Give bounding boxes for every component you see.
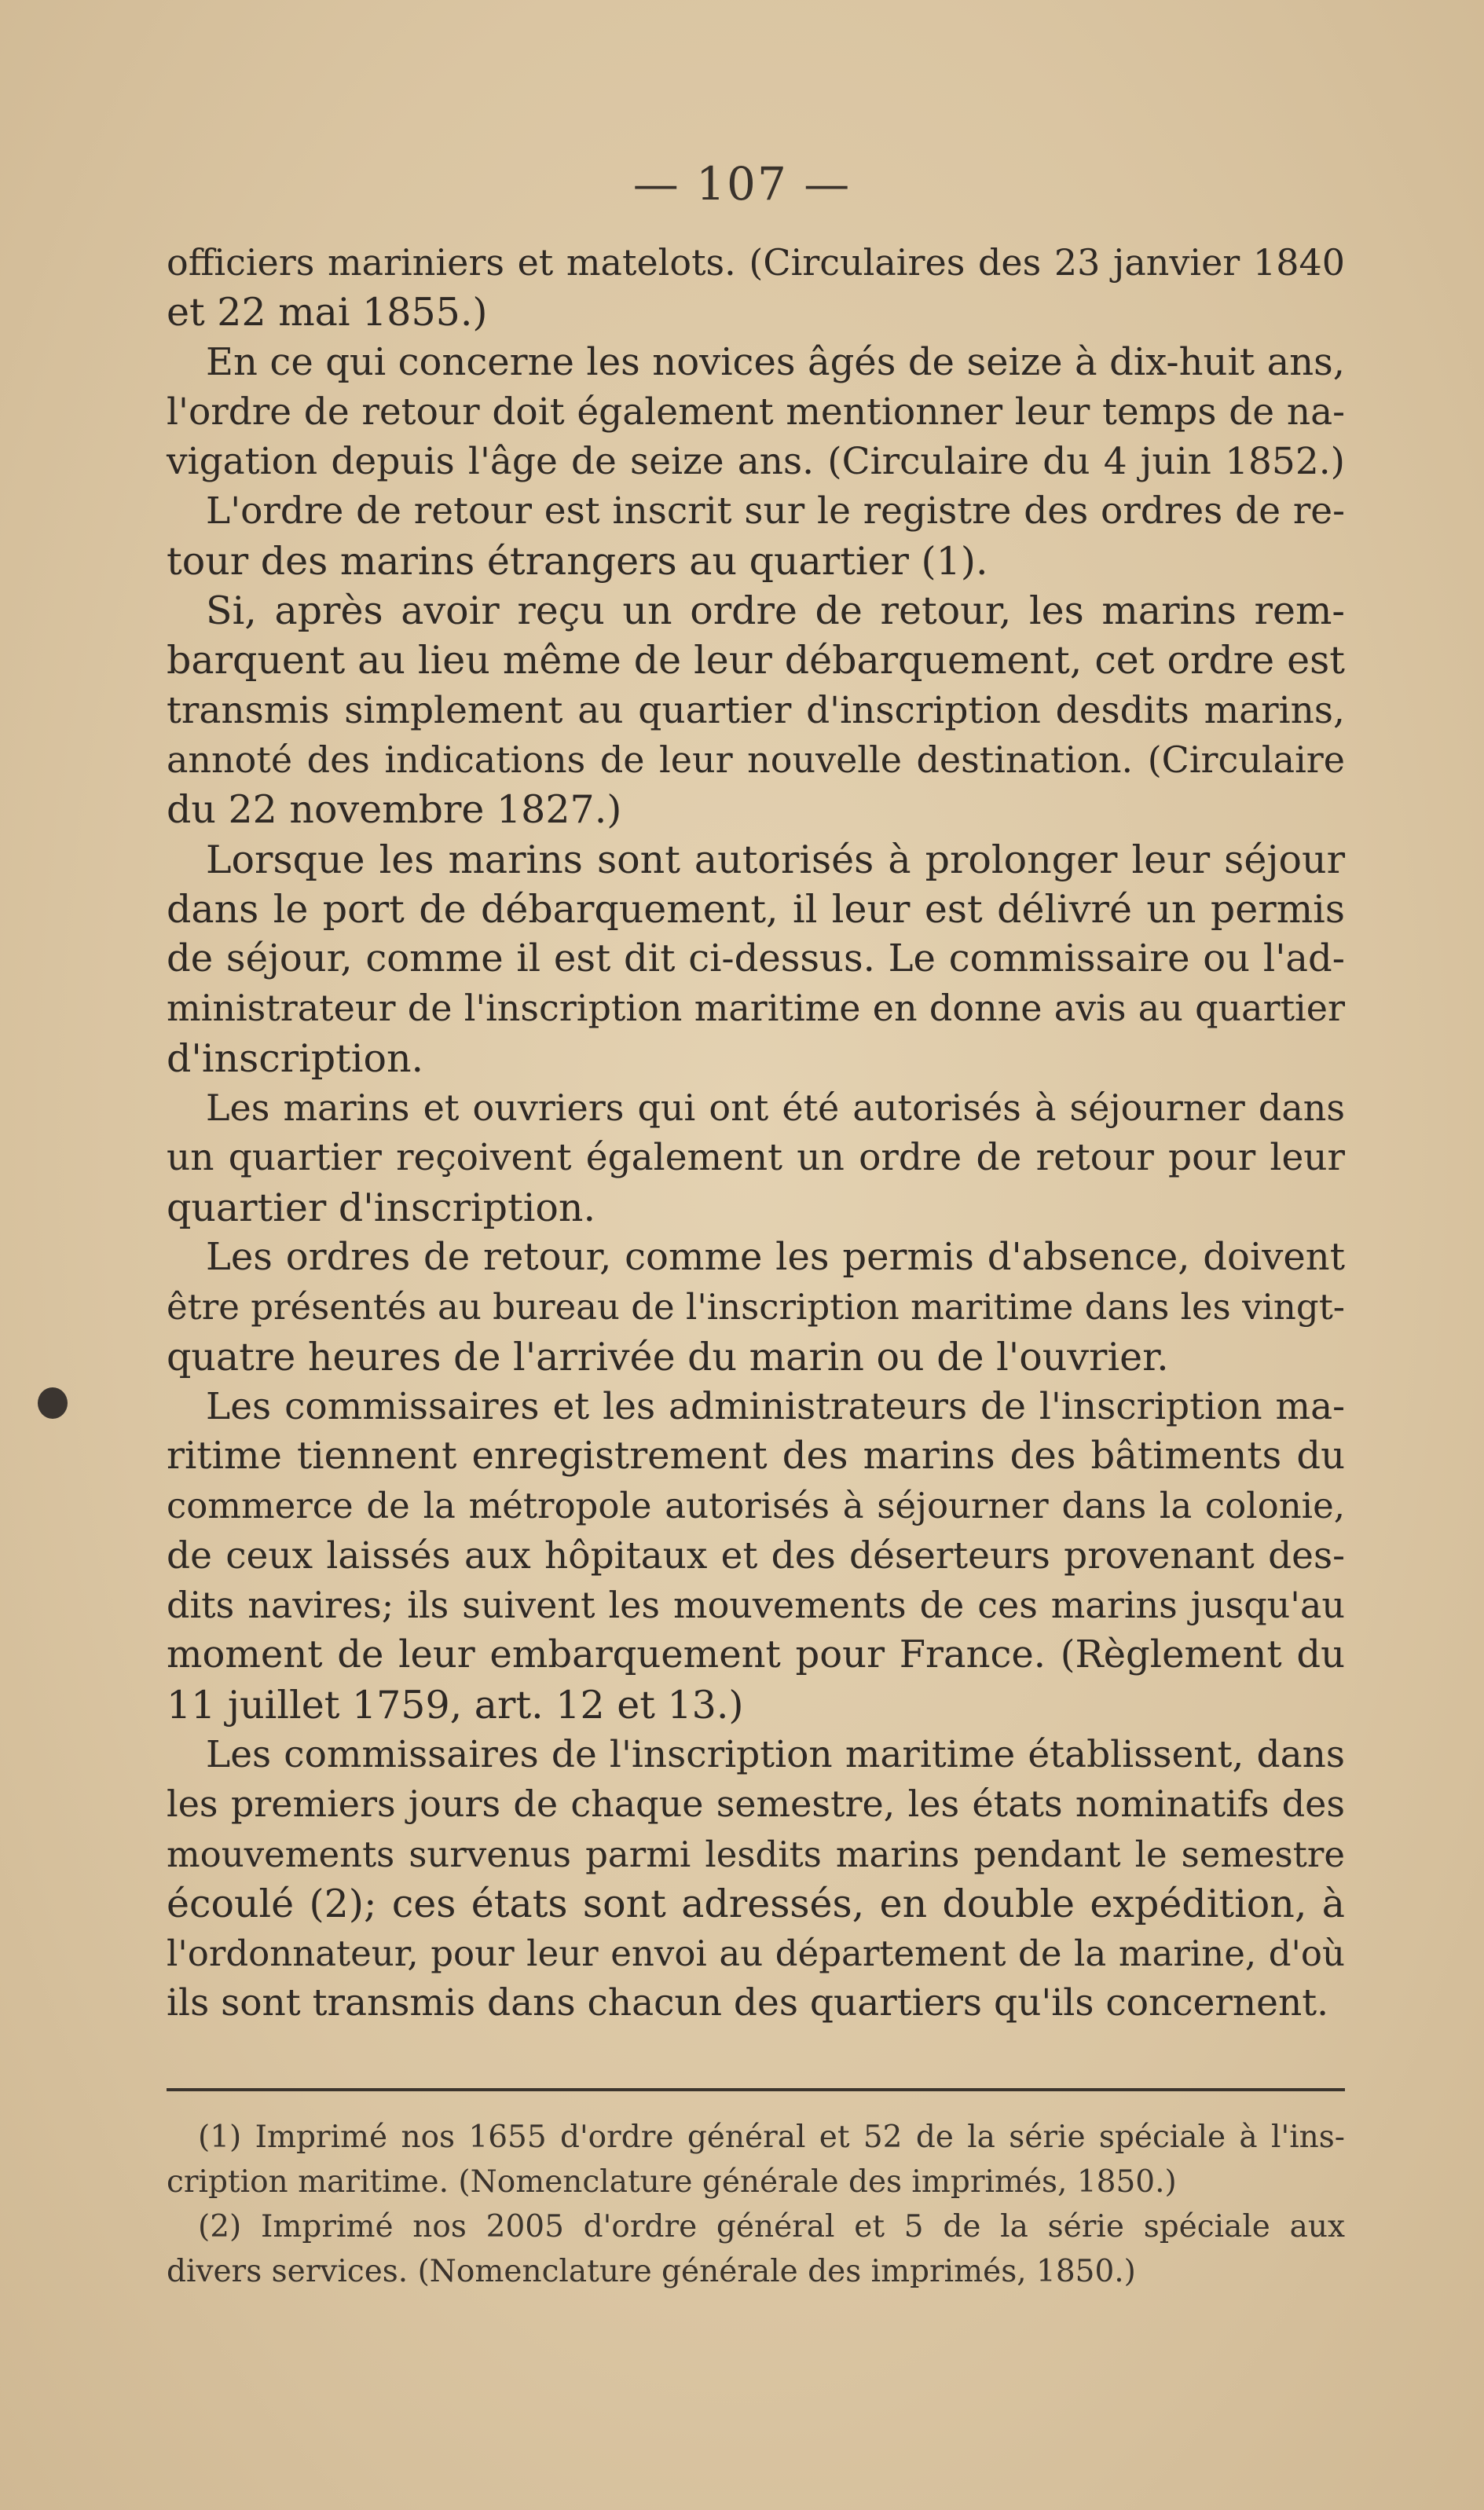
text-line: être présentés au bureau de l'inscription maritime dans les vingt- [167, 1286, 1345, 1328]
footnote-divider [167, 2088, 1345, 2091]
text-line: Si, après avoir reçu un ordre de retour, les marins rem- [206, 588, 1345, 634]
text-line: écoulé (2); ces états sont adressés, en double expédition, à [167, 1881, 1345, 1926]
text-line: Les ordres de retour, comme les permis d'absence, doivent [206, 1234, 1345, 1279]
text-line: dits navires; ils suivent les mouvements de ces marins jusqu'au [167, 1584, 1345, 1627]
text-line: Les commissaires et les administrateurs de l'inscription ma- [206, 1384, 1345, 1428]
text-line: de séjour, comme il est dit ci-dessus. Le commissaire ou l'ad- [167, 936, 1345, 981]
text-line: l'ordre de retour doit également mentionner leur temps de na- [167, 390, 1345, 434]
footnote-line: (1) Imprimé nos 1655 d'ordre général et 52 de la série spéciale à l'ins- [198, 2120, 1345, 2155]
footnotes [167, 2115, 1345, 2294]
text-line: L'ordre de retour est inscrit sur le registre des ordres de re- [206, 489, 1345, 533]
footnote-line: divers services. (Nomenclature générale des imprimés, 1850.) [167, 2254, 1136, 2289]
footnote-line: cription maritime. (Nomenclature générale des imprimés, 1850.) [167, 2164, 1177, 2200]
text-line: Les commissaires de l'inscription maritime établissent, dans [206, 1732, 1345, 1776]
text-line: quatre heures de l'arrivée du marin ou de l'ouvrier. [167, 1334, 1169, 1380]
text-line: dans le port de débarquement, il leur est délivré un permis [167, 886, 1345, 932]
text-line: transmis simplement au quartier d'inscription desdits marins, [167, 688, 1345, 732]
text-line: ils sont transmis dans chacun des quartiers qu'ils concernent. [167, 1981, 1329, 2025]
text-line: mouvements survenus parmi lesdits marins pendant le semestre [167, 1833, 1345, 1875]
text-line: En ce qui concerne les novices âgés de seize à dix-huit ans, [206, 339, 1345, 384]
text-line: tour des marins étrangers au quartier (1). [167, 538, 988, 584]
text-line: l'ordonnateur, pour leur envoi au département de la marine, d'où [167, 1933, 1345, 1975]
ink-blot [38, 1387, 68, 1419]
text-line: vigation depuis l'âge de seize ans. (Circulaire du 4 juin 1852.) [167, 440, 1345, 484]
body-text [167, 238, 1345, 2028]
text-line: ritime tiennent enregistrement des marins des bâtiments du [167, 1434, 1345, 1479]
text-line: ministrateur de l'inscription maritime en donne avis au quartier [167, 987, 1345, 1030]
footnote-line: (2) Imprimé nos 2005 d'ordre général et 5 de la série spéciale aux [198, 2209, 1345, 2244]
text-line: 11 juillet 1759, art. 12 et 13.) [167, 1682, 744, 1728]
text-line: commerce de la métropole autorisés à séjourner dans la colonie, [167, 1485, 1345, 1527]
text-line: Lorsque les marins sont autorisés à prolonger leur séjour [206, 837, 1345, 882]
text-line: annoté des indications de leur nouvelle destination. (Circulaire [167, 738, 1345, 781]
text-line: du 22 novembre 1827.) [167, 787, 622, 833]
text-line: un quartier reçoivent également un ordre de retour pour leur [167, 1136, 1345, 1180]
text-line: de ceux laissés aux hôpitaux et des déserteurs provenant des- [167, 1533, 1345, 1577]
page-number: — 107 — [632, 157, 852, 211]
text-line: Les marins et ouvriers qui ont été autorisés à séjourner dans [206, 1086, 1345, 1130]
text-line: officiers mariniers et matelots. (Circulaires des 23 janvier 1840 [167, 241, 1345, 284]
text-line: les premiers jours de chaque semestre, les états nominatifs des [167, 1783, 1345, 1826]
text-line: quartier d'inscription. [167, 1185, 596, 1230]
text-line: d'inscription. [167, 1035, 424, 1081]
text-line: barquent au lieu même de leur débarquement, cet ordre est [167, 638, 1345, 683]
text-line: et 22 mai 1855.) [167, 290, 488, 335]
text-line: moment de leur embarquement pour France. (Règlement du [167, 1632, 1345, 1677]
